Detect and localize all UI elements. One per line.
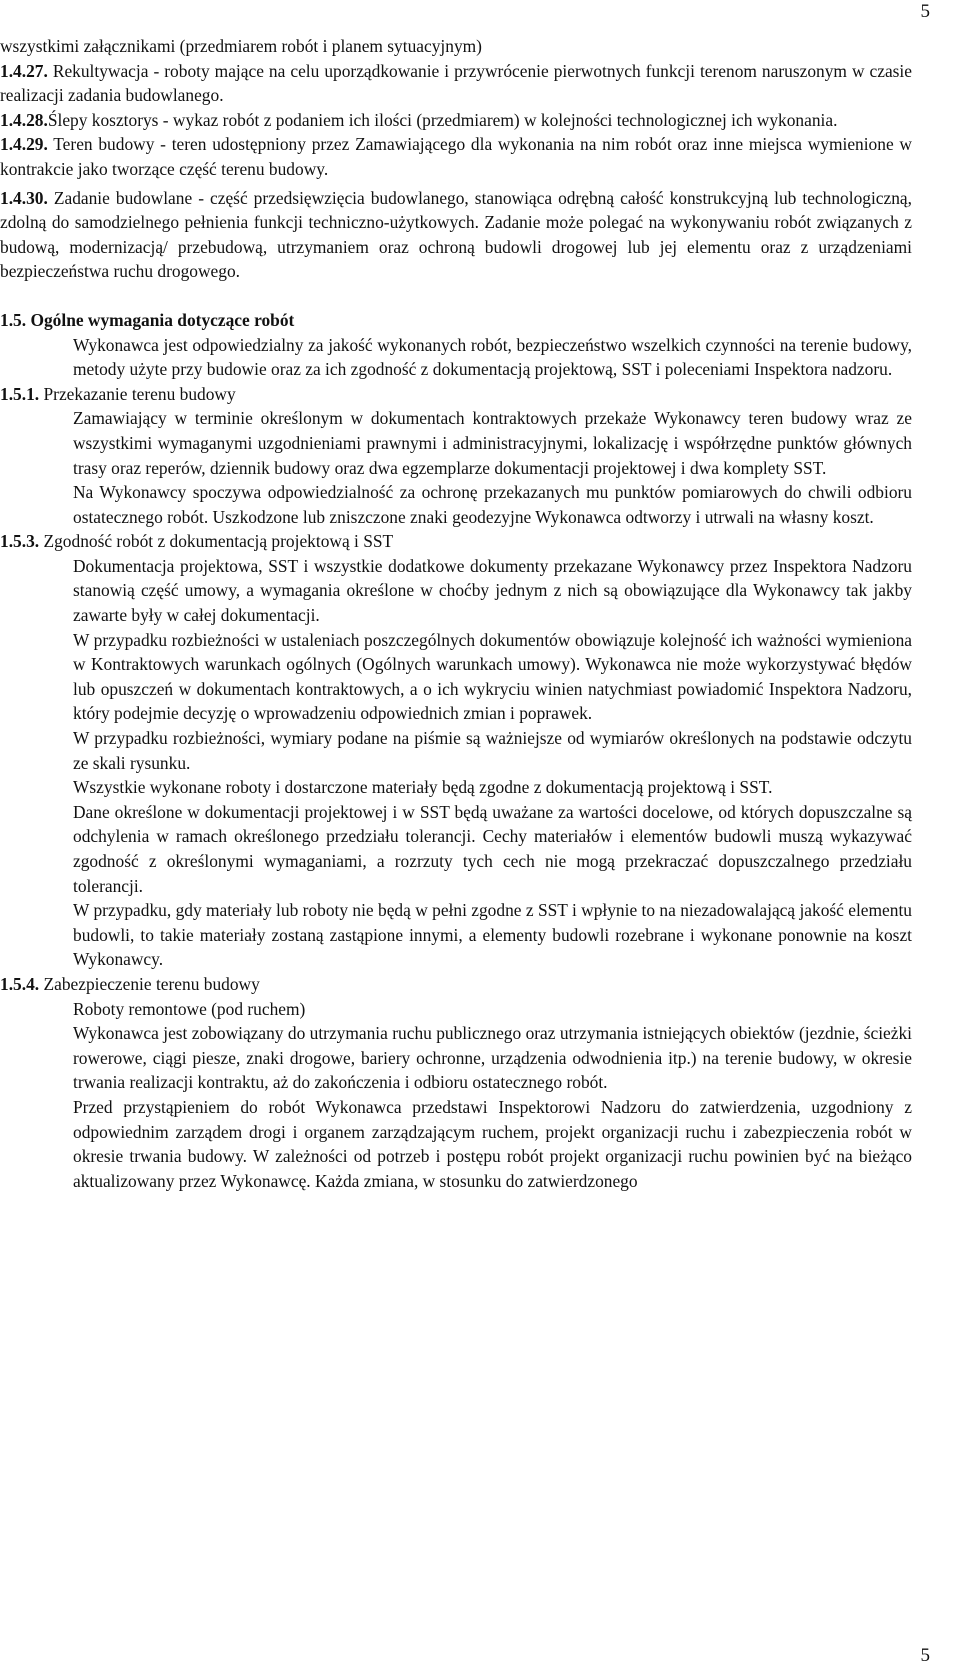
section-title: Ogólne wymagania dotyczące robót xyxy=(26,309,295,330)
paragraph: Przed przystąpieniem do robót Wykonawca przedstawi Inspektorowi Nadzoru do zatwierdzenia, uzgodniony z odpowiednim zarządem drogi i organem zarządzającym ruchem, projekt organizacji ruchu i zabezpieczenia robót w okresie trwania budowy. W zależności od potrzeb i postępu robót projekt organizacji ruchu powinien być na bieżąco aktualizowany przez Wykonawcę. Każda zmiana, w stosunku do zatwierdzonego xyxy=(73,1096,912,1191)
paragraph: Wykonawca jest odpowiedzialny za jakość wykonanych robót, bezpieczeństwo wszelkich czynności na terenie budowy, metody użyte przy budowie oraz za ich zgodność z dokumentacją projektową, SST i poleceniami Inspektora nadzoru. xyxy=(73,334,912,380)
paragraph: Dokumentacja projektowa, SST i wszystkie dodatkowe dokumenty przekazane Wykonawcy przez Inspektora Nadzoru stanowią część umowy, a wymagania określone w choćby jednym z nich są obowiązujące dla Wykonawcy tak jakby zawarte były w całej dokumentacji. xyxy=(73,555,912,626)
paragraph: Na Wykonawcy spoczywa odpowiedzialność za ochronę przekazanych mu punktów pomiarowych do chwili odbioru ostatecznego robót. Uszkodzone lub zniszczone znaki geodezyjne Wykonawca odtworzy i utrwali na własny koszt. xyxy=(73,482,912,527)
definition-number: 1.4.28. xyxy=(0,109,48,130)
subheading: Roboty remontowe (pod ruchem) xyxy=(73,998,306,1019)
section-title: Zgodność robót z dokumentacją projektową i SST xyxy=(39,531,394,552)
definition-1-4-27 xyxy=(0,59,912,108)
definition-1-4-28 xyxy=(0,108,912,133)
definition-text: Zadanie budowlane - część przedsięwzięcia budowlanego, stanowiąca odrębną całość konstrukcyjną lub technologiczną, zdolną do samodzielnego pełnienia funkcji techniczno-użytkowych. Zadanie może polegać na wykonywaniu robót związanych z budową, modernizacją/ przebudową, utrzymaniem oraz ochroną budowli drogowej lub jej elementu oraz z urządzeniami bezpieczeństwa ruchu drogowego. xyxy=(0,187,912,282)
page-number-top: 5 xyxy=(920,1,930,22)
definition-text: Rekultywacja - roboty mające na celu uporządkowanie i przywrócenie pierwotnych funkcji terenom naruszonym w czasie realizacji zadania budowlanego. xyxy=(0,60,912,106)
definition-text: Teren budowy - teren udostępniony przez Zamawiającego dla wykonania na nim robót oraz inne miejsca wymienione w kontrakcie jako tworzące część terenu budowy. xyxy=(0,134,912,179)
document-body xyxy=(0,34,912,1193)
paragraph: Dane określone w dokumentacji projektowej i w SST będą uważane za wartości docelowe, od których dopuszczalne są odchylenia w ramach określonego przedziału tolerancji. Cechy materiałów i elementów budowli muszą wykazywać zgodność z określonymi wymaganiami, a rozrzuty tych cech nie mogą przekraczać dopuszczalnego przedziału tolerancji. xyxy=(73,801,912,896)
paragraph: Wszystkie wykonane roboty i dostarczone materiały będą zgodne z dokumentacją projektową i SST. xyxy=(73,777,773,798)
section-heading-1-5-3 xyxy=(0,529,912,554)
paragraph: Zamawiający w terminie określonym w dokumentach kontraktowych przekaże Wykonawcy teren budowy wraz ze wszystkimi wymaganymi uzgodnieniami prawnymi i administracyjnymi, lokalizację i współrzędne punktów głównych trasy oraz reperów, dziennik budowy oraz dwa egzemplarze dokumentacji projektowej i dwa komplety SST. xyxy=(73,408,912,478)
definition-1-4-29 xyxy=(0,132,912,181)
section-title: Przekazanie terenu budowy xyxy=(39,383,236,404)
paragraph: W przypadku, gdy materiały lub roboty nie będą w pełni zgodne z SST i wpłynie to na niezadowalającą jakość elementu budowli, to takie materiały zostaną zastąpione innymi, a elementy budowli rozebrane i wykonane ponownie na koszt Wykonawcy. xyxy=(73,900,912,970)
definition-number: 1.4.30. xyxy=(0,187,48,208)
page-number-bottom: 5 xyxy=(920,1645,930,1666)
paragraph: Wykonawca jest zobowiązany do utrzymania ruchu publicznego oraz utrzymania istniejących obiektów (jezdnie, ścieżki rowerowe, ciągi piesze, znaki drogowe, bariery ochronne, urządzenia odwodnienia itp.) na terenie budowy, w okresie trwania realizacji kontraktu, aż do zakończenia i odbioru ostatecznego robót. xyxy=(73,1023,912,1093)
section-heading-1-5-1 xyxy=(0,382,912,407)
paragraph: W przypadku rozbieżności w ustaleniach poszczególnych dokumentów obowiązuje kolejność ich ważności wymieniona w Kontraktowych warunkach ogólnych (Ogólnych warunkach umowy). Wykonawca nie może wykorzystywać błędów lub opuszczeń w dokumentach kontraktowych, a o ich wykryciu winien natychmiast powiadomić Inspektora Nadzoru, który podejmie decyzję o wprowadzeniu odpowiednich zmian i poprawek. xyxy=(73,629,912,724)
definition-text: Ślepy kosztorys - wykaz robót z podaniem ich ilości (przedmiarem) w kolejności technologicznej ich wykonania. xyxy=(47,109,838,130)
section-number: 1.5.1. xyxy=(0,383,40,404)
section-number: 1.5.3. xyxy=(0,531,40,552)
paragraph-continuation: wszystkimi załącznikami (przedmiarem robót i planem sytuacyjnym) xyxy=(0,36,482,56)
paragraph: W przypadku rozbieżności, wymiary podane na piśmie są ważniejsze od wymiarów określonych na podstawie odczytu ze skali rysunku. xyxy=(73,728,912,773)
definition-number: 1.4.27. xyxy=(0,60,48,81)
section-number: 1.5.4. xyxy=(0,973,40,994)
section-number: 1.5. xyxy=(0,309,27,330)
definition-1-4-30 xyxy=(0,186,912,284)
section-heading-1-5-4 xyxy=(0,972,912,997)
section-title: Zabezpieczenie terenu budowy xyxy=(39,973,260,994)
section-heading-1-5 xyxy=(0,308,912,333)
definition-number: 1.4.29. xyxy=(0,134,48,155)
